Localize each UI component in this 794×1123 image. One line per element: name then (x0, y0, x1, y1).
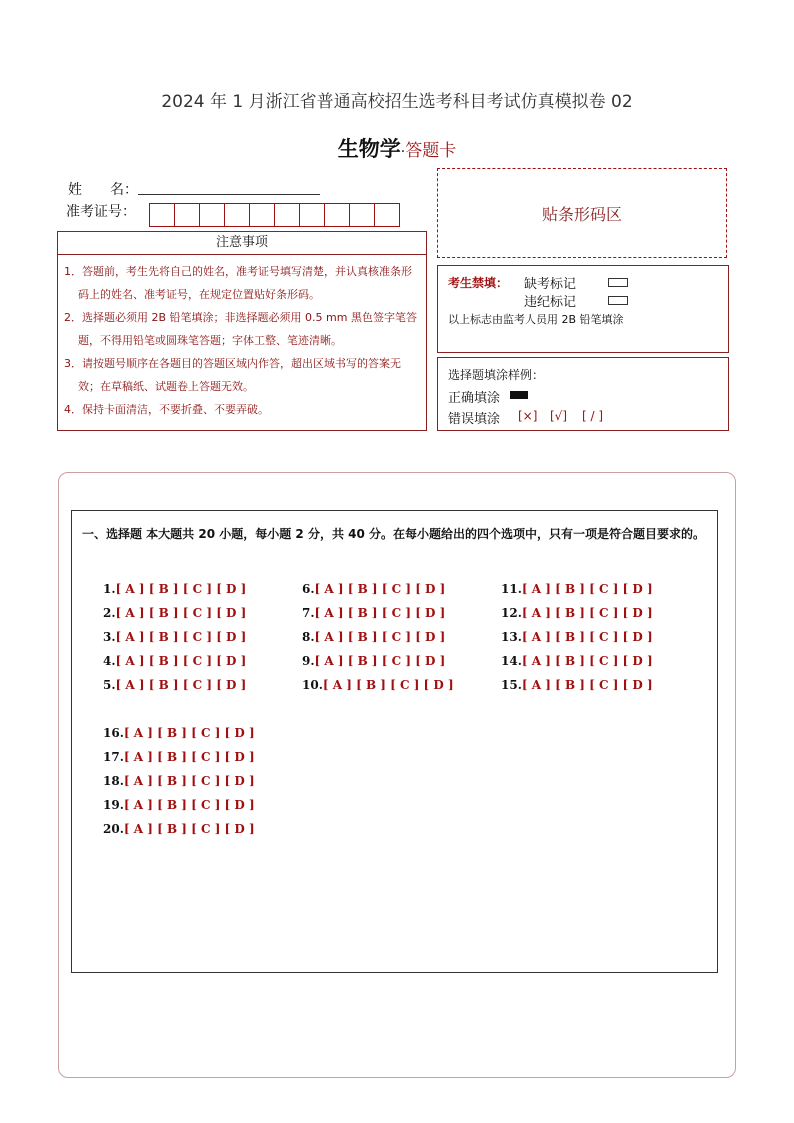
correct-fill-label: 正确填涂 (448, 391, 501, 406)
barcode-label: 贴条形码区 (541, 204, 622, 224)
answer-options[interactable]: [ A ] [ B ] [ C ] [ D ] (123, 726, 255, 740)
question-number: 3. (103, 630, 116, 644)
answer-options[interactable]: [ A ] [ B ] [ C ] [ D ] (115, 654, 247, 668)
question-row[interactable] (103, 750, 255, 764)
question-row[interactable] (302, 678, 454, 692)
id-digit-box[interactable] (199, 203, 225, 227)
answer-options[interactable]: [ A ] [ B ] [ C ] [ D ] (521, 582, 653, 596)
answer-options[interactable]: [ A ] [ B ] [ C ] [ D ] (521, 606, 653, 620)
answer-options[interactable]: [ A ] [ B ] [ C ] [ D ] (314, 654, 446, 668)
forbidden-label: 考生禁填： (448, 276, 509, 290)
question-row[interactable] (302, 582, 445, 596)
question-number: 1. (103, 582, 116, 596)
answer-options[interactable]: [ A ] [ B ] [ C ] [ D ] (123, 798, 255, 812)
question-number: 16. (103, 726, 124, 740)
forbidden-note: 以上标志由监考人员用 2B 铅笔填涂 (448, 313, 624, 326)
wrong-mark-cross: [×] (518, 409, 538, 423)
question-number: 6. (302, 582, 315, 596)
answer-options[interactable]: [ A ] [ B ] [ C ] [ D ] (115, 582, 247, 596)
answer-options[interactable]: [ A ] [ B ] [ C ] [ D ] (123, 750, 255, 764)
exam-title: 2024 年 1 月浙江省普通高校招生选考科目考试仿真模拟卷 02 (161, 92, 633, 112)
answer-options[interactable]: [ A ] [ B ] [ C ] [ D ] (521, 630, 653, 644)
question-row[interactable] (103, 654, 246, 668)
question-number: 10. (302, 678, 323, 692)
wrong-mark-check: [√] (550, 409, 568, 423)
id-digit-box[interactable] (274, 203, 300, 227)
answer-options[interactable]: [ A ] [ B ] [ C ] [ D ] (123, 774, 255, 788)
question-row[interactable] (103, 606, 246, 620)
answer-options[interactable]: [ A ] [ B ] [ C ] [ D ] (314, 582, 446, 596)
answer-options[interactable]: [ A ] [ B ] [ C ] [ D ] (521, 654, 653, 668)
answer-options[interactable]: [ A ] [ B ] [ C ] [ D ] (115, 606, 247, 620)
question-row[interactable] (103, 774, 255, 788)
fill-sample-title: 选择题填涂样例： (448, 368, 545, 382)
question-number: 12. (501, 606, 522, 620)
question-row[interactable] (501, 654, 653, 668)
question-row[interactable] (501, 678, 653, 692)
id-digit-box[interactable] (149, 203, 175, 227)
violation-mark-label: 违纪标记 (524, 295, 577, 310)
id-digit-box[interactable] (349, 203, 375, 227)
question-row[interactable] (501, 606, 653, 620)
id-digit-box[interactable] (324, 203, 350, 227)
id-digit-box[interactable] (174, 203, 200, 227)
subject-heading (0, 133, 794, 163)
question-row[interactable] (103, 798, 255, 812)
subject-name: 生物学 (337, 137, 401, 161)
answer-options[interactable]: [ A ] [ B ] [ C ] [ D ] (115, 678, 247, 692)
question-number: 13. (501, 630, 522, 644)
question-row[interactable] (103, 630, 246, 644)
notice-body (57, 254, 427, 431)
absent-mark-label: 缺考标记 (524, 277, 577, 292)
answer-options[interactable]: [ A ] [ B ] [ C ] [ D ] (314, 606, 446, 620)
question-number: 9. (302, 654, 315, 668)
question-number: 2. (103, 606, 116, 620)
question-number: 19. (103, 798, 124, 812)
question-number: 18. (103, 774, 124, 788)
subject-separator: · (400, 144, 406, 160)
correct-fill-mark (510, 391, 528, 399)
question-number: 8. (302, 630, 315, 644)
question-row[interactable] (103, 726, 255, 740)
question-row[interactable] (103, 678, 246, 692)
section-instruction: 一、选择题 本大题共 20 小题，每小题 2 分，共 40 分。在每小题给出的四个选项中，只有一项是符合题目要求的。 (82, 527, 705, 541)
name-label: 姓 名： (68, 182, 138, 198)
question-row[interactable] (103, 582, 246, 596)
notice-item: 3．请按题号顺序在各题目的答题区域内作答，超出区域书写的答案无效；在草稿纸、试题卷上答题无效。 (64, 357, 401, 393)
question-row[interactable] (501, 582, 653, 596)
question-number: 7. (302, 606, 315, 620)
question-number: 14. (501, 654, 522, 668)
question-row[interactable] (302, 606, 445, 620)
question-row[interactable] (103, 822, 255, 836)
forbidden-fill-box (437, 265, 729, 353)
id-number-boxes[interactable] (150, 203, 400, 227)
absent-mark-box[interactable] (608, 278, 628, 287)
question-number: 4. (103, 654, 116, 668)
question-number: 11. (501, 582, 522, 596)
barcode-area (437, 168, 727, 258)
wrong-mark-slash: [ / ] (582, 409, 604, 423)
answer-options[interactable]: [ A ] [ B ] [ C ] [ D ] (521, 678, 653, 692)
question-number: 17. (103, 750, 124, 764)
answer-options[interactable]: [ A ] [ B ] [ C ] [ D ] (314, 630, 446, 644)
answer-options[interactable]: [ A ] [ B ] [ C ] [ D ] (322, 678, 454, 692)
id-digit-box[interactable] (299, 203, 325, 227)
notice-item: 2．选择题必须用 2B 铅笔填涂；非选择题必须用 0.5 mm 黑色签字笔答题，不得用铅笔或圆珠笔答题；字体工整、笔迹清晰。 (64, 311, 417, 347)
question-number: 5. (103, 678, 116, 692)
question-number: 20. (103, 822, 124, 836)
question-row[interactable] (302, 630, 445, 644)
wrong-fill-label: 错误填涂 (448, 412, 501, 427)
question-number: 15. (501, 678, 522, 692)
choice-section-box (71, 510, 718, 973)
violation-mark-box[interactable] (608, 296, 628, 305)
notice-item: 1．答题前，考生先将自己的姓名，准考证号填写清楚，并认真核准条形码上的姓名、准考证号，在规定位置贴好条形码。 (64, 265, 412, 301)
id-label: 准考证号： (66, 204, 136, 220)
answer-options[interactable]: [ A ] [ B ] [ C ] [ D ] (123, 822, 255, 836)
id-digit-box[interactable] (249, 203, 275, 227)
answer-options[interactable]: [ A ] [ B ] [ C ] [ D ] (115, 630, 247, 644)
name-field[interactable] (138, 194, 320, 195)
fill-sample-box (437, 357, 729, 431)
question-row[interactable] (302, 654, 445, 668)
sheet-type: 答题卡 (405, 141, 457, 161)
notice-item: 4．保持卡面清洁，不要折叠、不要弄破。 (64, 403, 269, 416)
id-digit-box[interactable] (224, 203, 250, 227)
notice-title: 注意事项 (57, 231, 427, 255)
question-row[interactable] (501, 630, 653, 644)
id-digit-box[interactable] (374, 203, 400, 227)
